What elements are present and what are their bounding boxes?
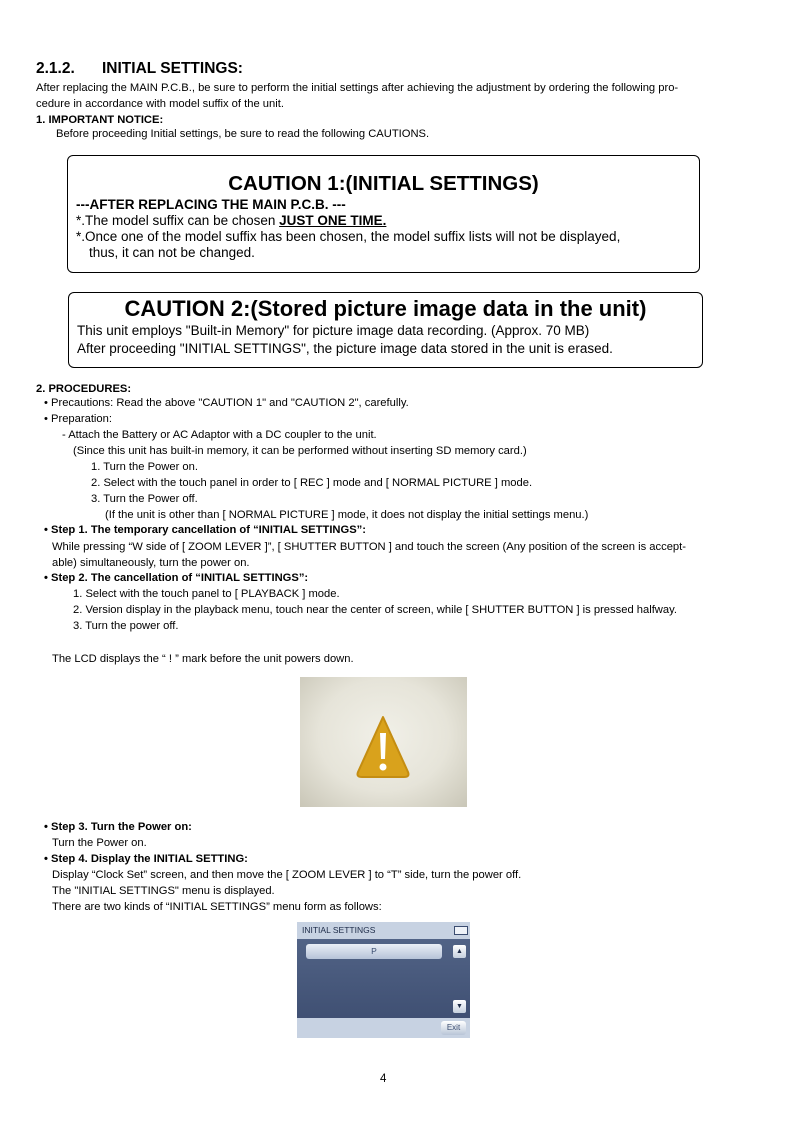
caution-1-box	[67, 155, 700, 273]
caution-1-title: CAUTION 1:(INITIAL SETTINGS)	[228, 172, 539, 195]
scroll-up-button[interactable]: ▲	[453, 945, 466, 958]
caution-1-line-1	[76, 213, 386, 229]
step-4-line-3: There are two kinds of “INITIAL SETTINGS” menu form as follows:	[52, 901, 382, 913]
caution-1-line-2: *.Once one of the model suffix has been chosen, the model suffix lists will not be displayed,	[76, 229, 621, 244]
step-2-title: • Step 2. The cancellation of “INITIAL SETTINGS”:	[44, 572, 309, 584]
page-number: 4	[380, 1073, 387, 1085]
warning-triangle-icon	[300, 677, 467, 807]
intro-line-1: After replacing the MAIN P.C.B., be sure to perform the initial settings after achieving the adjustment by ordering the following pro-	[36, 82, 679, 94]
caution-2-title: CAUTION 2:(Stored picture image data in the unit)	[124, 296, 647, 321]
precautions: • Precautions: Read the above "CAUTION 1" and "CAUTION 2", carefully.	[44, 397, 409, 409]
lcd-warning-photo	[300, 677, 467, 807]
section-title: INITIAL SETTINGS:	[102, 60, 243, 77]
initial-settings-screen	[297, 922, 470, 1038]
scroll-down-button[interactable]: ▼	[453, 1000, 466, 1013]
step-1-title: • Step 1. The temporary cancellation of “INITIAL SETTINGS”:	[44, 524, 366, 536]
step-1-line-1: While pressing “W side of [ ZOOM LEVER ]”, [ SHUTTER BUTTON ] and touch the screen (Any position of the screen is accept-	[52, 541, 686, 553]
intro-line-2: cedure in accordance with model suffix of the unit.	[36, 98, 284, 110]
step-3-text: Turn the Power on.	[52, 837, 147, 849]
caution-2-line-1: This unit employs "Built-in Memory" for picture image data recording. (Approx. 70 MB)	[77, 323, 590, 338]
step-1-line-2: able) simultaneously, turn the power on.	[52, 557, 250, 569]
section-number: 2.1.2.	[36, 60, 75, 77]
step-2-item-2: 2. Version display in the playback menu, touch near the center of screen, while [ SHUTTER BUTTON ] is pressed halfway.	[73, 604, 677, 616]
menu-item-p[interactable]: P	[306, 944, 442, 959]
notice-heading: 1. IMPORTANT NOTICE:	[36, 114, 164, 126]
preparation: • Preparation:	[44, 413, 112, 425]
step-2-item-3: 3. Turn the power off.	[73, 620, 179, 632]
step-4-line-2: The "INITIAL SETTINGS" menu is displayed.	[52, 885, 275, 897]
caution-2-box	[68, 292, 703, 368]
attach-text: - Attach the Battery or AC Adaptor with a DC coupler to the unit.	[62, 429, 377, 441]
procedures-heading: 2. PROCEDURES:	[36, 383, 132, 395]
prep-step-1: 1. Turn the Power on.	[91, 461, 198, 473]
notice-text: Before proceeding Initial settings, be sure to read the following CAUTIONS.	[56, 128, 430, 140]
prep-step-3-note: (If the unit is other than [ NORMAL PICTURE ] mode, it does not display the initial settings menu.)	[105, 509, 589, 521]
since-text: (Since this unit has built-in memory, it can be performed without inserting SD memory card.)	[73, 445, 527, 457]
caution-1-subtitle: ---AFTER REPLACING THE MAIN P.C.B. ---	[76, 197, 346, 212]
caution-1-line-1-prefix: *.The model suffix can be chosen	[76, 213, 280, 228]
step-4-line-1: Display “Clock Set” screen, and then move the [ ZOOM LEVER ] to “T” side, turn the power off.	[52, 869, 522, 881]
caution-1-emphasis: JUST ONE TIME.	[279, 213, 387, 228]
exit-button[interactable]: Exit	[441, 1021, 466, 1035]
lcd-note: The LCD displays the “ ! ” mark before the unit powers down.	[52, 653, 354, 665]
screen-title: INITIAL SETTINGS	[302, 925, 376, 935]
caution-2-line-2: After proceeding "INITIAL SETTINGS", the picture image data stored in the unit is erased.	[77, 341, 613, 356]
step-4-title: • Step 4. Display the INITIAL SETTING:	[44, 853, 248, 865]
step-2-item-1: 1. Select with the touch panel to [ PLAYBACK ] mode.	[73, 588, 340, 600]
prep-step-3: 3. Turn the Power off.	[91, 493, 198, 505]
prep-step-2: 2. Select with the touch panel in order to [ REC ] mode and [ NORMAL PICTURE ] mode.	[91, 477, 533, 489]
battery-icon	[454, 926, 468, 935]
caution-1-line-3: thus, it can not be changed.	[89, 245, 255, 260]
step-3-title: • Step 3. Turn the Power on:	[44, 821, 192, 833]
